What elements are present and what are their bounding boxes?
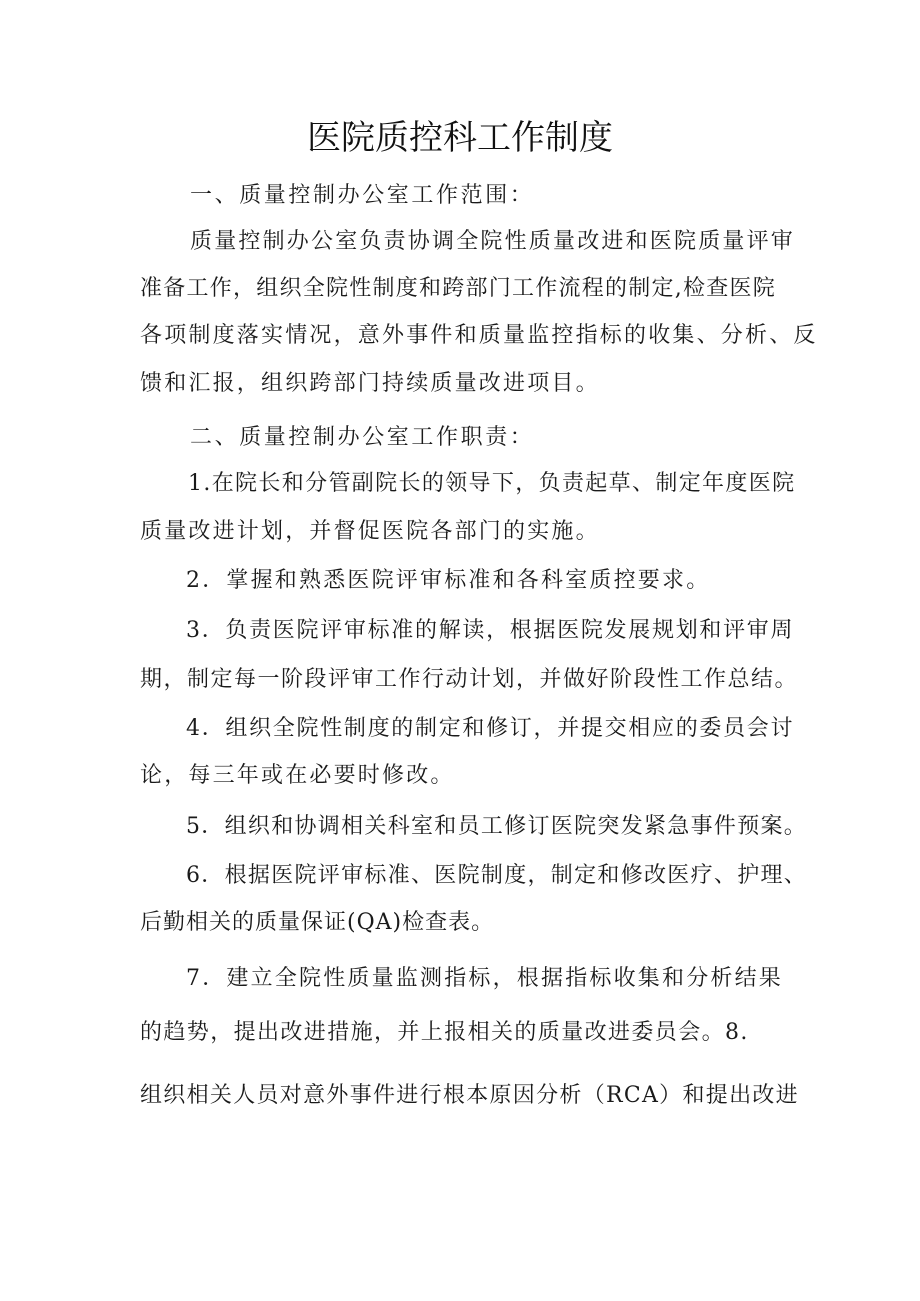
duty-item-2: 2．掌握和熟悉医院评审标准和各科室质控要求。 — [186, 568, 711, 593]
duty-item-8: 组织相关人员对意外事件进行根本原因分析（RCA）和提出改进 — [140, 1083, 799, 1108]
paragraph-line: 准备工作，组织全院性制度和跨部门工作流程的制定,检查医院 — [140, 276, 776, 301]
duty-item-4-continued: 论，每三年或在必要时修改。 — [140, 763, 455, 788]
section-heading-duties: 二、质量控制办公室工作职责： — [190, 425, 535, 450]
duty-item-7: 7．建立全院性质量监测指标，根据指标收集和分析结果 — [186, 966, 783, 991]
duty-item-7-continued: 的趋势，提出改进措施，并上报相关的质量改进委员会。8. — [140, 1020, 749, 1045]
duty-item-3-continued: 期，制定每一阶段评审工作行动计划，并做好阶段性工作总结。 — [140, 667, 799, 692]
duty-item-6-continued: 后勤相关的质量保证(QA)检查表。 — [140, 910, 495, 935]
paragraph-line: 质量控制办公室负责协调全院性质量改进和医院质量评审 — [190, 229, 796, 254]
paragraph-line: 馈和汇报，组织跨部门持续质量改进项目。 — [140, 371, 600, 396]
duty-item-1-continued: 质量改进计划，并督促医院各部门的实施。 — [140, 519, 600, 544]
page-title: 医院质控科工作制度 — [307, 118, 613, 158]
paragraph-line: 各项制度落实情况，意外事件和质量监控指标的收集、分析、反 — [140, 323, 818, 348]
duty-item-5: 5．组织和协调相关科室和员工修订医院突发紧急事件预案。 — [186, 814, 808, 839]
duty-item-1: 1.在院长和分管副院长的领导下，负责起草、制定年度医院 — [188, 471, 796, 496]
duty-item-4: 4．组织全院性制度的制定和修订，并提交相应的委员会讨 — [186, 716, 795, 741]
duty-item-3: 3．负责医院评审标准的解读，根据医院发展规划和评审周 — [186, 618, 795, 643]
duty-item-6: 6．根据医院评审标准、医院制度，制定和修改医疗、护理、 — [186, 863, 808, 888]
section-heading-scope: 一、质量控制办公室工作范围： — [190, 183, 535, 208]
